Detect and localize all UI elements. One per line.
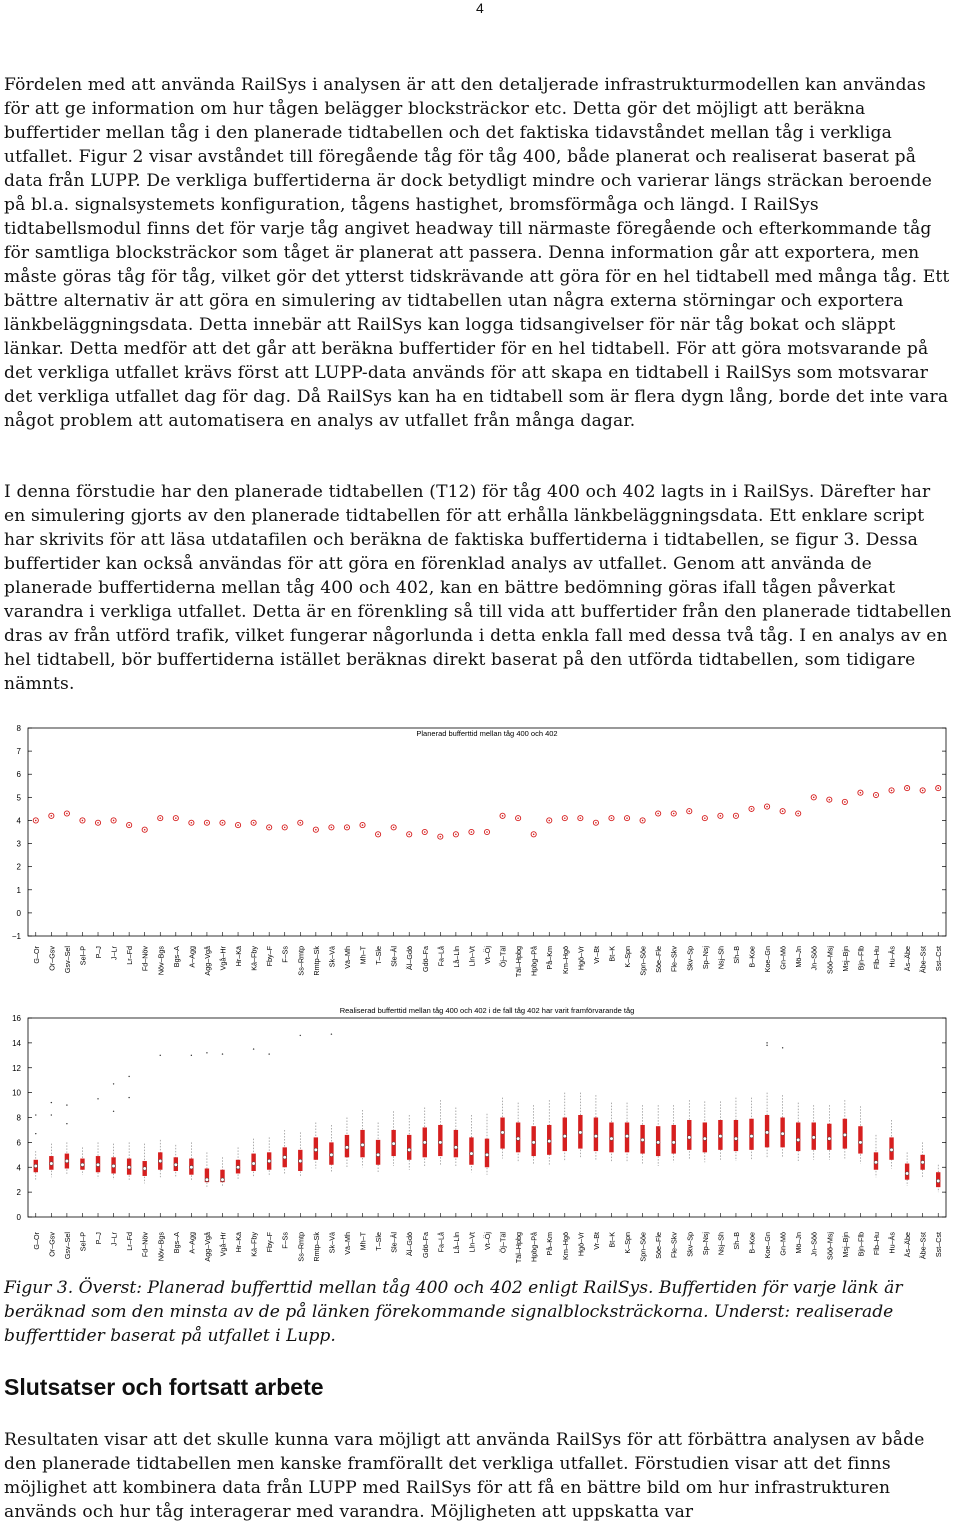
planned-buffer-chart	[0, 714, 960, 998]
data-point-center	[284, 827, 286, 829]
data-point-center	[82, 820, 84, 822]
data-point-center	[486, 831, 488, 833]
data-point-center	[113, 820, 115, 822]
box-median	[112, 1164, 116, 1168]
y-tick-label: 2	[16, 862, 21, 872]
box-median	[936, 1179, 940, 1183]
box-outlier	[160, 1055, 161, 1056]
box-median	[236, 1165, 240, 1169]
box-median	[143, 1167, 147, 1171]
x-tick-label: Vt–Öj	[483, 946, 492, 964]
y-tick-label: 4	[16, 1163, 21, 1173]
x-tick-label: Ss–Rmtp	[296, 1232, 306, 1262]
x-tick-label: Lln–Vt	[467, 946, 477, 967]
x-tick-label: G–Or	[31, 1232, 41, 1250]
data-point-center	[253, 822, 255, 824]
x-tick-label: Ss–Rmtp	[296, 946, 306, 976]
box-median	[625, 1134, 629, 1138]
x-tick-label: Bgs–A	[171, 1232, 181, 1254]
data-point-center	[611, 817, 613, 819]
x-tick-label: Jn–Söö	[809, 946, 819, 971]
x-tick-label: Sle–Äl	[389, 1232, 399, 1253]
x-tick-label: Lln–Vt	[467, 1232, 477, 1253]
x-tick-label: Bgs–A	[171, 946, 181, 968]
box-outlier	[97, 1098, 98, 1099]
x-tick-label: Nsj–Sh	[716, 946, 726, 970]
x-tick-label: Vä–Mh	[342, 946, 352, 969]
x-tick-label: Rmtp–Sk	[311, 1232, 321, 1262]
x-tick-label: Flb–Hu	[871, 1232, 881, 1256]
x-tick-label: Bt–K	[607, 1232, 617, 1248]
data-point-center	[517, 817, 519, 819]
y-tick-label: 8	[16, 1113, 21, 1123]
box-median	[579, 1131, 583, 1135]
x-tick-label: P–J	[94, 1232, 104, 1245]
y-tick-label: 0	[16, 908, 21, 918]
box-median	[485, 1153, 489, 1157]
data-point-center	[377, 834, 379, 836]
box-body	[454, 1130, 458, 1157]
box-median	[734, 1137, 738, 1141]
box-outlier	[253, 1048, 254, 1049]
box-body	[469, 1137, 473, 1164]
x-tick-label: Spn–Söe	[638, 1232, 648, 1262]
data-point-center	[813, 797, 815, 799]
y-tick-label: 3	[16, 839, 21, 849]
x-tick-label: Hgö–Vr	[576, 1232, 586, 1257]
x-tick-label: Äl–Gdö	[405, 1232, 415, 1256]
box-median	[703, 1137, 707, 1141]
x-tick-label: Vä–Mh	[342, 1232, 352, 1255]
y-tick-label: 7	[16, 747, 21, 757]
section-title: Slutsatser och fortsatt arbete	[4, 1374, 324, 1400]
page-number: 4	[476, 0, 484, 16]
box-median	[221, 1178, 225, 1182]
x-tick-label: Fa–Lå	[436, 1232, 446, 1253]
x-tick-label: Növ–Bgs	[156, 1232, 166, 1262]
box-median	[205, 1178, 209, 1182]
x-tick-label: Äl–Gdö	[405, 946, 415, 970]
data-point-center	[424, 831, 426, 833]
box-outlier	[128, 1076, 129, 1077]
x-tick-label: Söe–Fle	[654, 1232, 664, 1259]
x-tick-label: Mö–Jn	[794, 946, 804, 968]
x-tick-label: Hpbg–På	[529, 946, 539, 976]
box-outlier	[113, 1083, 114, 1084]
x-tick-label: Agg–Vgå	[202, 1232, 212, 1262]
x-tick-label: Rmtp–Sk	[311, 946, 321, 976]
x-tick-label: Sel–P	[78, 946, 88, 966]
data-point-center	[471, 831, 473, 833]
y-tick-label: 2	[16, 1188, 21, 1198]
box-median	[267, 1159, 271, 1163]
box-outlier	[51, 1114, 52, 1115]
box-body	[672, 1125, 676, 1154]
x-tick-label: Bjn–Flb	[856, 946, 866, 971]
x-tick-label: Flb–Hu	[871, 946, 881, 970]
data-point-center	[35, 820, 37, 822]
box-outlier	[128, 1097, 129, 1098]
x-tick-label: K–Spn	[623, 946, 633, 968]
box-outlier	[766, 1045, 767, 1046]
x-tick-label: Gsv–Sel	[62, 1232, 72, 1260]
data-point-center	[673, 813, 675, 815]
box-median	[828, 1137, 832, 1141]
box-median	[361, 1143, 365, 1147]
x-tick-label: Äbe–Sst	[918, 946, 928, 974]
x-tick-label: Km–Hgö	[560, 1232, 570, 1260]
data-point-center	[206, 822, 208, 824]
data-point-center	[346, 827, 348, 829]
box-median	[392, 1142, 396, 1146]
data-point-center	[237, 824, 239, 826]
data-point-center	[175, 817, 177, 819]
x-tick-label: Gn–Mö	[778, 946, 788, 970]
box-body	[858, 1126, 862, 1153]
x-tick-label: B–Koe	[747, 1232, 757, 1254]
x-tick-label: Sle–Äl	[389, 946, 399, 967]
box-median	[65, 1159, 69, 1163]
data-point-center	[51, 815, 53, 817]
data-point-center	[797, 813, 799, 815]
x-tick-label: Vr–Bt	[591, 946, 601, 964]
x-tick-label: Sel–P	[78, 1232, 88, 1252]
data-point-center	[533, 834, 535, 836]
data-point-center	[642, 820, 644, 822]
x-tick-label: Msj–Bjn	[840, 946, 850, 972]
box-median	[843, 1133, 847, 1137]
box-median	[454, 1146, 458, 1150]
box-median	[765, 1131, 769, 1135]
data-point-center	[128, 824, 130, 826]
box-outlier	[300, 1035, 301, 1036]
box-median	[563, 1134, 567, 1138]
x-tick-label: P–J	[94, 946, 104, 959]
data-point-center	[66, 813, 68, 815]
y-tick-label: 6	[16, 1138, 21, 1148]
y-tick-label: 4	[16, 816, 21, 826]
box-body	[376, 1140, 380, 1165]
box-median	[439, 1141, 443, 1145]
x-tick-label: Söe–Fle	[654, 946, 664, 973]
paragraph-2: I denna förstudie har den planerade tidtabellen (T12) för tåg 400 och 402 lagts in i RailSys. Därefter har en simulering gjorts av den planerade tidtabellen för att erhålla länkbeläggningsdata. Ett enklare script har skrivits för att läsa utdatafilen och beräkna de faktiska buffertiderna i tidtabellen, se figur 3. Dessa buffertider kan också användas för att göra en förenklad analys av utfallet. Genom att använda de planerade buffertiderna mellan tåg 400 och 402, kan en bättre bedömning göras ifall tågen påverkat varandra i verkliga utfallet. Detta är en förenkling så till vida att buffertider från den planerade tidtabellen dras av från utförd trafik, vilket fungerar någorlunda i detta enkla fall med dessa två tåg. I en analys av en hel tidtabell, bör buffertiderna istället beräknas direkt baserat på den utförda tidtabellen, som tidigare nämnts.	[4, 482, 952, 694]
x-tick-label: Gsv–Sel	[62, 946, 72, 974]
data-point-center	[97, 822, 99, 824]
box-median	[905, 1172, 909, 1176]
data-point-center	[331, 827, 333, 829]
data-point-center	[657, 813, 659, 815]
box-outlier	[51, 1102, 52, 1103]
data-point-center	[580, 817, 582, 819]
x-tick-label: Sst–Cst	[934, 1232, 944, 1258]
data-point-center	[159, 817, 161, 819]
data-point-center	[502, 815, 504, 817]
y-tick-label: 1	[16, 885, 21, 895]
x-tick-label: T–Sle	[374, 1232, 384, 1251]
box-outlier	[191, 1055, 192, 1056]
x-tick-label: Vgå–Hr	[218, 1232, 228, 1257]
data-point-center	[626, 817, 628, 819]
x-tick-label: F–Ss	[280, 1232, 290, 1249]
x-tick-label: A–Agg	[187, 1232, 197, 1254]
x-tick-label: Söö–Msj	[825, 946, 835, 974]
box-median	[298, 1159, 302, 1163]
x-tick-label: T–Sle	[374, 946, 384, 965]
box-outlier	[268, 1053, 269, 1054]
x-tick-label: Fd–Növ	[140, 946, 150, 972]
x-tick-label: Hr–Kä	[234, 1232, 244, 1253]
x-tick-label: Skv–Sp	[685, 946, 695, 971]
box-outlier	[35, 1133, 36, 1134]
box-median	[345, 1146, 349, 1150]
x-tick-label: Kä–Fby	[249, 946, 259, 971]
x-tick-label: Lå–Lln	[451, 946, 461, 968]
x-tick-label: Äs–Äbe	[903, 1232, 913, 1258]
x-tick-label: Bjn–Flb	[856, 1232, 866, 1257]
box-median	[547, 1139, 551, 1143]
x-tick-label: J–Lr	[109, 946, 119, 960]
x-tick-label: Hu–Äs	[887, 946, 897, 968]
box-outlier	[66, 1104, 67, 1105]
x-tick-label: J–Lr	[109, 1232, 119, 1246]
box-median	[158, 1159, 162, 1163]
box-median	[687, 1136, 691, 1140]
x-tick-label: Agg–Vgå	[202, 946, 212, 976]
data-point-center	[268, 827, 270, 829]
data-point-center	[782, 810, 784, 812]
x-tick-label: Nsj–Sh	[716, 1232, 726, 1256]
data-point-center	[144, 829, 146, 831]
x-tick-label: Äbe–Sst	[918, 1232, 928, 1260]
box-median	[252, 1162, 256, 1166]
x-tick-label: Gdö–Fa	[420, 946, 430, 972]
data-point-center	[440, 836, 442, 838]
data-point-center	[860, 792, 862, 794]
box-outlier	[113, 1111, 114, 1112]
x-tick-label: Mh–T	[358, 1232, 368, 1251]
data-point-center	[891, 790, 893, 792]
data-point-center	[937, 787, 939, 789]
x-tick-label: Vgå–Hr	[218, 946, 228, 971]
x-tick-label: Fby–F	[265, 1232, 275, 1253]
data-point-center	[548, 820, 550, 822]
data-point-center	[688, 810, 690, 812]
chart-title: Planerad bufferttid mellan tåg 400 och 402	[416, 729, 558, 738]
x-tick-label: Sh–B	[731, 946, 741, 964]
box-outlier	[766, 1042, 767, 1043]
x-tick-label: Or–Gsv	[47, 946, 57, 971]
x-tick-label: Fa–Lå	[436, 946, 446, 967]
x-tick-label: Mö–Jn	[794, 1232, 804, 1254]
data-point-center	[191, 822, 193, 824]
data-point-center	[720, 815, 722, 817]
box-median	[127, 1165, 131, 1169]
box-body	[796, 1122, 800, 1151]
x-tick-label: Vt–Öj	[483, 1232, 492, 1250]
x-tick-label: Or–Gsv	[47, 1232, 57, 1257]
x-tick-label: På–Km	[545, 946, 555, 970]
x-tick-label: A–Agg	[187, 946, 197, 968]
y-tick-label: 16	[12, 1014, 21, 1023]
x-tick-label: Vr–Bt	[591, 1232, 601, 1250]
box-outlier	[66, 1123, 67, 1124]
x-tick-label: Lå–Lln	[451, 1232, 461, 1254]
x-tick-label: Fle–Skv	[669, 946, 679, 972]
data-point-center	[844, 801, 846, 803]
data-point-center	[751, 808, 753, 810]
box-median	[50, 1162, 54, 1166]
data-point-center	[315, 829, 317, 831]
box-median	[812, 1136, 816, 1140]
y-tick-label: 5	[16, 793, 21, 803]
x-tick-label: Sp–Nsj	[700, 1232, 710, 1256]
box-outlier	[782, 1047, 783, 1048]
box-median	[594, 1134, 598, 1138]
x-tick-label: Növ–Bgs	[156, 946, 166, 976]
data-point-center	[299, 822, 301, 824]
box-median	[781, 1132, 785, 1136]
x-tick-label: Fby–F	[265, 946, 275, 967]
x-tick-label: Km–Hgö	[560, 946, 570, 974]
box-outlier	[331, 1033, 332, 1034]
x-tick-label: Öj–Täl	[498, 1232, 508, 1254]
box-median	[501, 1131, 505, 1135]
y-tick-label: 14	[12, 1038, 21, 1048]
data-point-center	[455, 834, 457, 836]
x-tick-label: Sp–Nsj	[700, 946, 710, 970]
data-point-center	[704, 817, 706, 819]
x-tick-label: Äs–Äbe	[903, 946, 913, 972]
x-tick-label: Msj–Bjn	[840, 1232, 850, 1258]
x-tick-label: Sst–Cst	[934, 946, 944, 972]
data-point-center	[393, 827, 395, 829]
x-tick-label: Sk–Vä	[327, 946, 337, 968]
box-median	[532, 1141, 536, 1145]
box-median	[470, 1152, 474, 1156]
x-tick-label: Sh–B	[731, 1232, 741, 1250]
data-point-center	[735, 815, 737, 817]
x-tick-label: Koe–Gn	[763, 946, 773, 973]
box-outlier	[35, 1114, 36, 1115]
x-tick-label: Hgö–Vr	[576, 946, 586, 971]
box-median	[174, 1163, 178, 1167]
x-tick-label: Hr–Kä	[234, 946, 244, 967]
x-tick-label: Fd–Növ	[140, 1232, 150, 1258]
x-tick-label: Söö–Msj	[825, 1232, 835, 1260]
box-median	[656, 1141, 660, 1145]
box-body	[407, 1135, 411, 1160]
x-tick-label: Öj–Täl	[498, 946, 508, 968]
realized-buffer-boxplot	[0, 1000, 960, 1274]
x-tick-label: Lr–Fd	[125, 1232, 135, 1251]
data-point-center	[766, 806, 768, 808]
figure-caption: Figur 3. Överst: Planerad bufferttid mellan tåg 400 och 402 enligt RailSys. Buffertiden för varje länk är beräknad som den minsta av de på länken förekommande signalblocksträckorna. Underst: realiserade bufferttider baserat på utfallet i Lupp.	[4, 1278, 903, 1346]
x-tick-label: Kä–Fby	[249, 1232, 259, 1257]
box-body	[687, 1120, 691, 1150]
box-median	[407, 1148, 411, 1152]
x-tick-label: Jn–Söö	[809, 1232, 819, 1257]
box-median	[96, 1163, 100, 1167]
data-point-center	[222, 822, 224, 824]
x-tick-label: Skv–Sp	[685, 1232, 695, 1257]
box-median	[859, 1141, 863, 1145]
data-point-center	[595, 822, 597, 824]
x-tick-label: G–Or	[31, 946, 41, 964]
box-median	[330, 1153, 334, 1157]
box-outlier	[206, 1052, 207, 1053]
data-point-center	[564, 817, 566, 819]
y-tick-label: 12	[12, 1063, 21, 1073]
x-tick-label: K–Spn	[623, 1232, 633, 1254]
x-tick-label: Täl–Hpbg	[514, 946, 524, 978]
box-median	[641, 1138, 645, 1142]
x-tick-label: Täl–Hpbg	[514, 1232, 524, 1264]
chart-title: Realiserad bufferttid mellan tåg 400 och 402 i de fall tåg 402 har varit framförvarande tåg	[339, 1006, 635, 1015]
x-tick-label: Mh–T	[358, 946, 368, 965]
data-point-center	[829, 799, 831, 801]
y-tick-label: 6	[16, 770, 21, 780]
y-tick-label: 8	[16, 724, 21, 733]
box-median	[314, 1148, 318, 1152]
data-point-center	[922, 790, 924, 792]
x-tick-label: Hpbg–På	[529, 1232, 539, 1262]
data-point-center	[906, 787, 908, 789]
box-median	[750, 1134, 754, 1138]
x-tick-label: Spn–Söe	[638, 946, 648, 976]
y-tick-label: 10	[12, 1088, 21, 1098]
box-median	[283, 1156, 287, 1160]
x-tick-label: Fle–Skv	[669, 1232, 679, 1258]
x-tick-label: På–Km	[545, 1232, 555, 1256]
x-tick-label: Koe–Gn	[763, 1232, 773, 1259]
box-median	[610, 1137, 614, 1141]
box-body	[734, 1120, 738, 1151]
data-point-center	[362, 824, 364, 826]
paragraph-3: Resultaten visar att det skulle kunna vara möjligt att använda RailSys för att förbättra analysen av både den planerade tidtabellen men kanske framförallt det verkliga utfallet. Förstudien visar att det finns möjlighet att kombinera data från LUPP med RailSys för att få en bättre bild om hur infrastrukturen används och hur tåg interagerar med varandra. Möjligheten att uppskatta var	[4, 1430, 925, 1522]
box-median	[34, 1164, 38, 1168]
data-point-center	[408, 834, 410, 836]
x-tick-label: Bt–K	[607, 946, 617, 962]
x-tick-label: F–Ss	[280, 946, 290, 963]
x-tick-label: Sk–Vä	[327, 1232, 337, 1254]
box-median	[890, 1148, 894, 1152]
box-median	[921, 1160, 925, 1164]
box-median	[719, 1134, 723, 1138]
box-median	[516, 1137, 520, 1141]
x-tick-label: Hu–Äs	[887, 1232, 897, 1254]
data-point-center	[875, 794, 877, 796]
x-tick-label: Lr–Fd	[125, 946, 135, 965]
box-outlier	[222, 1053, 223, 1054]
paragraph-1: Fördelen med att använda RailSys i analysen är att den detaljerade infrastrukturmodellen kan användas för att ge information om hur tågen belägger blocksträckor etc. Detta gör det möjligt att beräkna buffertider mellan tåg i den planerade tidtabellen och det faktiska tidavståndet mellan tåg i verkliga utfallet. Figur 2 visar avståndet till föregående tåg för tåg 400, både planerat och realiserat baserat på data från LUPP. De verkliga buffertiderna är dock betydligt mindre och varierar längs sträckan beroende på bl.a. signalsystemets konfiguration, tågens hastighet, bromsförmåga och längd. I RailSys tidtabellsmodul finns det för varje tåg angivet headway till närmaste föregående och efterkommande tåg för samtliga blocksträckor som tåget är planerat att passera. Denna information går att exportera, men måste göras tåg för tåg, vilket gör det ytterst tidskrävande att göra för en hel tidtabell med många tåg. Ett bättre alternativ är att göra en simulering av tidtabellen utan några externa störningar och exportera länkbeläggningsdata. Detta innebär att RailSys kan logga tidsangivelser för när tåg bokat och släppt länkar. Detta medför att det går att beräkna buffertider för en hel tidtabell. För att göra motsvarande på det verkliga utfallet krävs först att LUPP-data används för att skapa en tidtabell i RailSys som motsvarar det verkliga utfallet dag för dag. Då RailSys kan ha en tidtabell som är flera dygn lång, borde det inte vara något problem att automatisera en analys av utfallet från många dagar.	[4, 75, 950, 431]
x-tick-label: Gdö–Fa	[420, 1232, 430, 1258]
box-median	[874, 1160, 878, 1164]
box-median	[796, 1138, 800, 1142]
y-tick-label: −1	[11, 932, 21, 941]
y-tick-label: 0	[16, 1213, 21, 1222]
box-median	[190, 1165, 194, 1169]
x-tick-label: B–Koe	[747, 946, 757, 968]
box-median	[423, 1141, 427, 1145]
box-median	[81, 1163, 85, 1167]
x-tick-label: Gn–Mö	[778, 1232, 788, 1256]
box-median	[672, 1141, 676, 1145]
box-median	[376, 1153, 380, 1157]
